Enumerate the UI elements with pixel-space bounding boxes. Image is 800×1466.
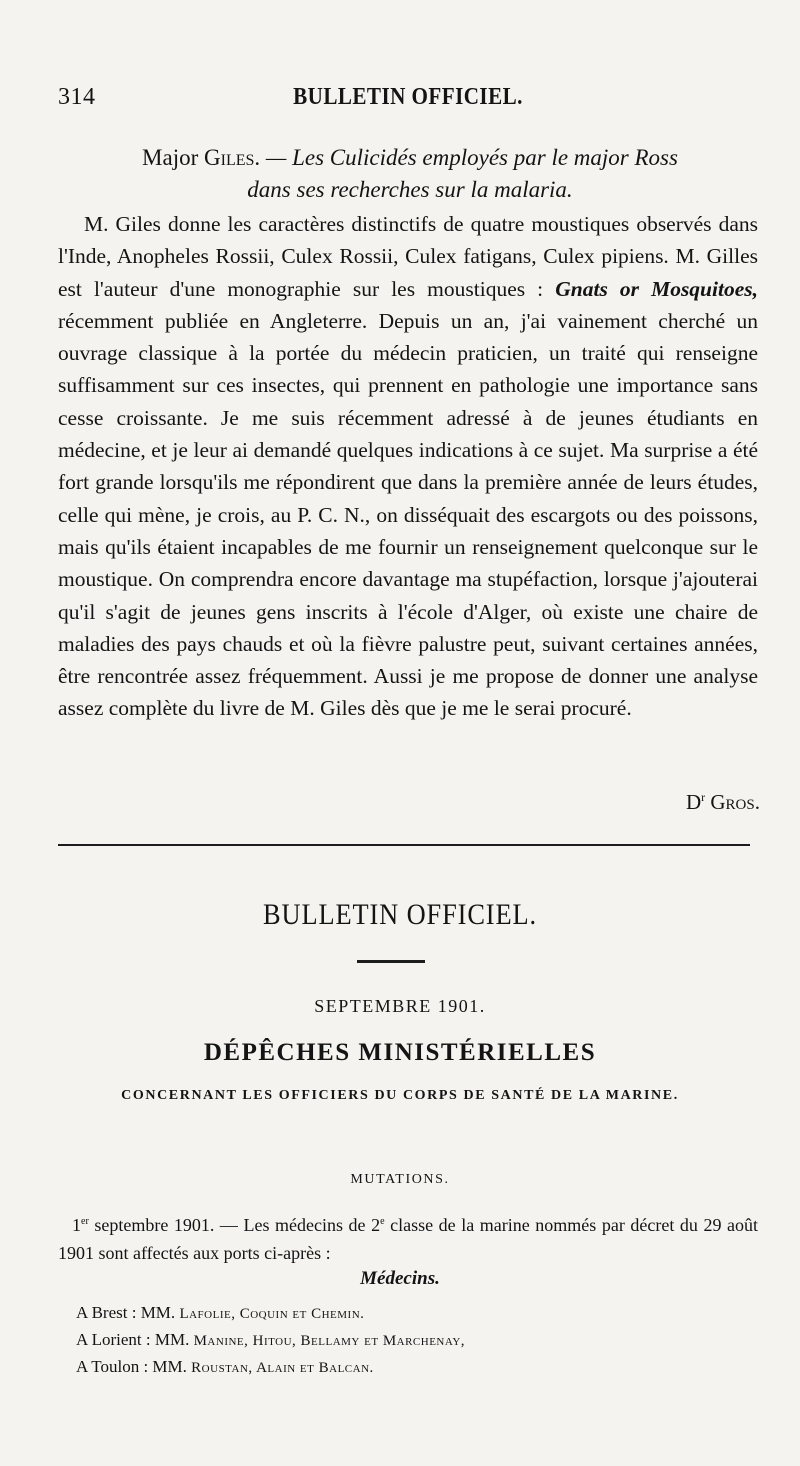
posting-names: Manine, Hitou, Bellamy et Marchenay, — [193, 1333, 466, 1349]
signature-name: Gros. — [710, 790, 760, 814]
running-title: BULLETIN OFFICIEL. — [293, 84, 523, 110]
notice-part-1: septembre 1901. — Les médecins de 2 — [88, 1215, 381, 1235]
posting-port: A Toulon : MM. — [76, 1357, 192, 1376]
notice-day: 1 — [72, 1215, 81, 1235]
section-divider — [58, 844, 750, 846]
notice-day-sup: er — [81, 1216, 89, 1227]
title-line-1: — Les Culicidés employés par le major Ross — [265, 145, 678, 170]
author-name: Giles. — [204, 145, 261, 170]
page-number: 314 — [58, 84, 96, 110]
posting-port: A Brest : MM. — [76, 1303, 180, 1322]
category-heading: Médecins. — [360, 1268, 440, 1289]
mutation-notice — [58, 1208, 758, 1267]
posting-item — [76, 1327, 465, 1354]
signature — [686, 790, 760, 815]
body-part-1: M. Giles donne les caractères distinctifs de quatre moustiques observés dans l'Inde, Anopheles Rossii, Culex Rossii, Culex fatigans, Culex pipiens. M. Gilles est l'auteur d'une monographie sur les moustiques : — [58, 212, 758, 301]
book-title: Gnats or Mosquitoes, — [555, 276, 758, 301]
signature-sup: r — [701, 790, 706, 804]
posting-item — [76, 1354, 465, 1381]
article-body — [58, 208, 758, 725]
posting-names: Lafolie, Coquin et Chemin. — [179, 1306, 365, 1322]
posting-names: Roustan, Alain et Balcan. — [191, 1360, 374, 1376]
bulletin-heading: DÉPÊCHES MINISTÉRIELLES — [203, 1039, 597, 1066]
title-line-2: dans ses recherches sur la malaria. — [247, 177, 573, 202]
running-header — [58, 84, 758, 120]
bulletin-title: BULLETIN OFFICIEL. — [263, 898, 537, 931]
body-part-2: récemment publiée en Angleterre. Depuis un an, j'ai vainement cherché un ouvrage classique à la portée du médecin praticien, un traité qui renseigne suffisamment sur ces insectes, qui prennent en pathologie une importance sans cesse croissante. Je me suis récemment adressé à de jeunes étudiants en médecine, et je leur ai demandé quelques indications à ce sujet. Ma surprise a été fort grande lorsqu'ils me répondirent que dans la première année de leurs études, celle qui mène, je crois, au P. C. N., on disséquait des escargots ou des poissons, mais qu'ils étaient incapables de me fournir un renseignement quelconque sur le moustique. On comprendra encore davantage ma stupéfaction, lorsque j'ajouterai qu'il s'agit de jeunes gens inscrits à l'école d'Alger, où existe une chaire de maladies des pays chauds et où la fièvre palustre peut, suivant certaines années, être rencontrée assez fréquemment. Aussi je me propose de donner une analyse assez complète du livre de M. Giles dès que je me le serai procuré. — [58, 308, 758, 721]
signature-prefix: D — [685, 790, 702, 814]
section-heading: MUTATIONS. — [350, 1172, 450, 1187]
notice-class-sup: e — [380, 1216, 385, 1227]
author-rank: Major — [142, 145, 199, 170]
article-title — [60, 142, 760, 206]
posting-port: A Lorient : MM. — [76, 1330, 194, 1349]
bulletin-month: SEPTEMBRE 1901. — [314, 996, 486, 1016]
notice-part-2: classe de la marine nommés par décret du 29 août 1901 sont affectés aux ports ci-après : — [58, 1215, 758, 1263]
bulletin-subheading: CONCERNANT LES OFFICIERS DU CORPS DE SANTÉ DE LA MARINE. — [121, 1088, 679, 1103]
postings-list — [76, 1300, 465, 1381]
posting-item — [76, 1300, 465, 1327]
title-underline — [357, 960, 425, 963]
